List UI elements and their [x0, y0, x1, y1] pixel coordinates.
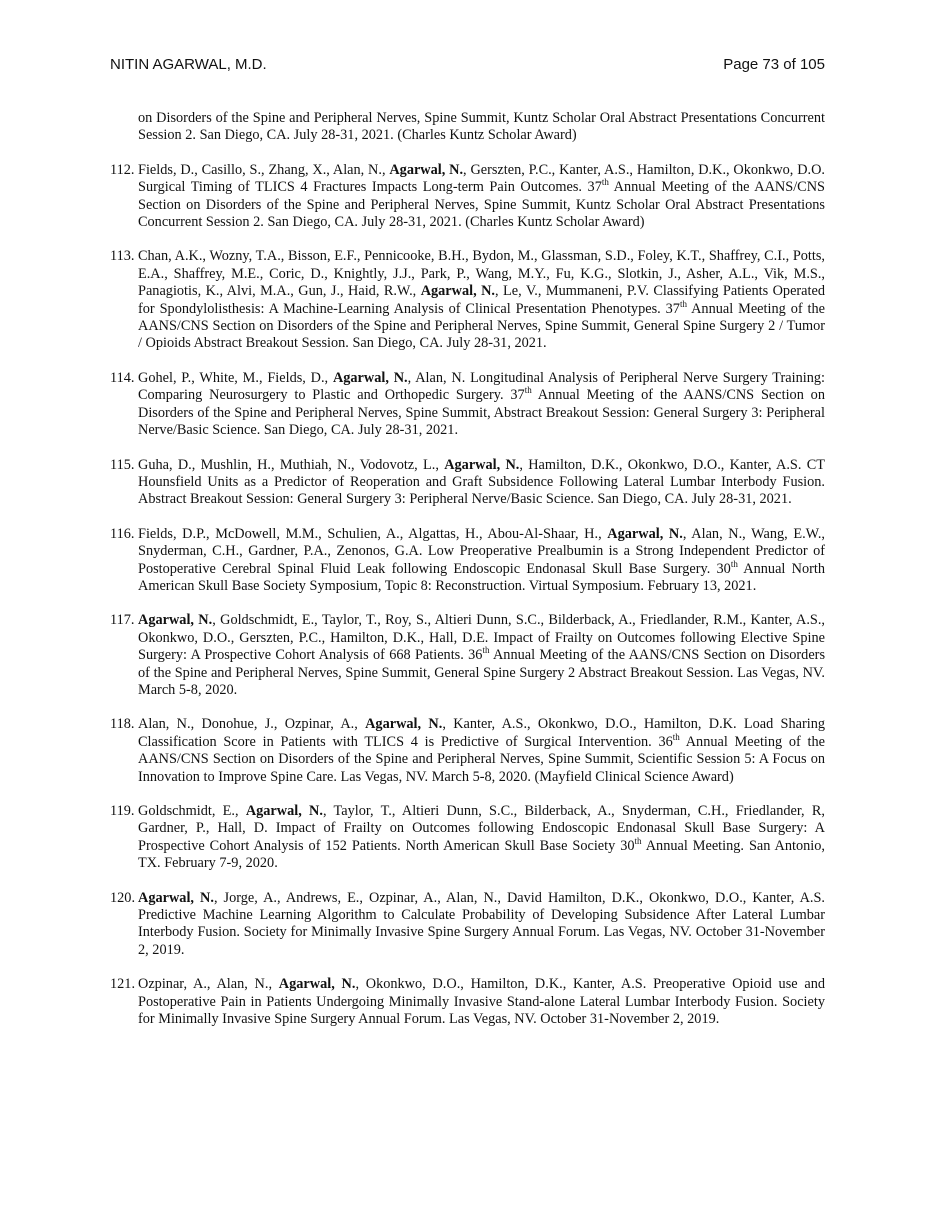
author-highlight: Agarwal, N. — [607, 525, 683, 542]
reference-entry — [110, 110, 825, 145]
reference-text: , Alan, N. Longitudinal Analysis of Peripheral Nerve Surgery Training: Comparing Neurosurgery to Plastic and Orthopedic Surgery. 37 — [138, 369, 825, 404]
reference-number: 114. — [110, 369, 135, 386]
reference-entry — [110, 526, 825, 596]
reference-entry — [110, 716, 825, 786]
reference-text: , Hamilton, D.K., Okonkwo, D.O., Kanter, A.S. CT Hounsfield Units as a Predictor of Reoperation and Graft Subsidence Following Lateral Lumbar Interbody Fusion. Abstract Breakout Session: General Surgery 3: Peripheral Nerve/Basic Science. San Diego, CA. July 28-31, 2021. — [138, 456, 825, 508]
author-highlight: Agarwal, N. — [389, 161, 464, 178]
author-highlight: Agarwal, N. — [138, 612, 213, 629]
reference-number: 120. — [110, 889, 136, 906]
reference-text: Chan, A.K., Wozny, T.A., Bisson, E.F., Pennicooke, B.H., Bydon, M., Glassman, S.D., Foley, K.T., Shaffrey, C.I., Potts, E.A., Shaffrey, M.E., Coric, D., Knightly, J.J., Park, P., Wang, M.Y., Fu, K.G., Slotkin, J., Asher, A.L., Vik, M.S., Panagiotis, K., Alvi, M.A., Gun, J., Haid, R.W., — [138, 248, 825, 300]
author-highlight: Agarwal, N. — [420, 283, 495, 300]
page-header — [110, 56, 825, 73]
reference-text: , Kanter, A.S., Okonkwo, D.O., Hamilton, D.K. Load Sharing Classification Score in Patients with TLICS 4 is Predictive of Surgical Intervention. 36 — [138, 716, 826, 750]
reference-entry — [110, 370, 825, 440]
ordinal-suffix: th — [524, 385, 532, 396]
author-highlight: Agarwal, N. — [278, 976, 356, 993]
reference-number: 113. — [110, 248, 135, 265]
reference-text: , Gerszten, P.C., Kanter, A.S., Hamilton, D.K., Okonkwo, D.O. Surgical Timing of TLICS 4 Fractures Impacts Long-term Pain Outcomes. 37 — [138, 161, 825, 196]
page-number: Page 73 of 105 — [723, 56, 825, 73]
reference-text: Annual Meeting of the AANS/CNS Section on Disorders of the Spine and Peripheral Nerves, Spine Summit, General Spine Surgery 2 Abstract Breakout Session. Las Vegas, NV. March 5-8, 2020. — [138, 647, 826, 698]
reference-text: Guha, D., Mushlin, H., Muthiah, N., Vodovotz, L., — [138, 456, 445, 473]
author-highlight: Agarwal, N. — [245, 803, 323, 819]
reference-text: Goldschmidt, E., — [138, 803, 246, 819]
author-highlight: Agarwal, N. — [444, 456, 520, 473]
author-highlight: Agarwal, N. — [138, 889, 214, 906]
reference-text: Annual Meeting of the AANS/CNS Section on Disorders of the Spine and Peripheral Nerves, Spine Summit, Scientific Session 5: A Focus on Innovation to Improve Spine Care. Las Vegas, NV. March 5-8, 2020. (Mayfield Clinical Science Award) — [138, 733, 825, 785]
reference-text: , Goldschmidt, E., Taylor, T., Roy, S., Altieri Dunn, S.C., Bilderback, A., Friedlander, R.M., Kanter, A.S., Okonkwo, D.O., Gerszten, P.C., Hamilton, D.K., Hall, D.E. Impact of Frailty on Outcomes following Elective Spine Surgery: A Prospective Cohort Analysis of 668 Patients. 36 — [138, 612, 825, 664]
reference-text: Ozpinar, A., Alan, N., — [138, 976, 279, 993]
reference-text: , Okonkwo, D.O., Hamilton, D.K., Kanter, A.S. Preoperative Opioid use and Postoperative Pain in Patients Undergoing Minimally Invasive Stand-alone Lateral Lumbar Interbody Fusion. Society for Minimally Invasive Spine Surgery Annual Forum. Las Vegas, NV. October 31-November 2, 2019. — [138, 976, 825, 1028]
reference-text: Annual Meeting. San Antonio, TX. February 7-9, 2020. — [138, 837, 825, 872]
ordinal-suffix: th — [601, 177, 609, 188]
ordinal-suffix: th — [679, 298, 687, 309]
reference-number: 117. — [110, 612, 135, 629]
reference-number: 121. — [110, 976, 136, 993]
ordinal-suffix: th — [482, 645, 490, 656]
reference-text: , Le, V., Mummaneni, P.V. Classifying Patients Operated for Spondylolisthesis: A Machine-Learning Analysis of Clinical Presentation Phenotypes. 37 — [138, 283, 825, 317]
reference-text: Fields, D., Casillo, S., Zhang, X., Alan, N., — [138, 161, 390, 178]
reference-number: 119. — [110, 803, 135, 819]
reference-number: 115. — [110, 456, 135, 473]
ordinal-suffix: th — [634, 836, 642, 847]
reference-entry — [110, 803, 825, 873]
reference-text: Alan, N., Donohue, J., Ozpinar, A., — [138, 716, 366, 733]
reference-number: 116. — [110, 525, 135, 542]
reference-text: Annual Meeting of the AANS/CNS Section on Disorders of the Spine and Peripheral Nerves, Spine Summit, General Spine Surgery 2 / Tumor / Opioids Abstract Breakout Session. San Diego, CA. July 28-31, 2021. — [138, 300, 825, 352]
ordinal-suffix: th — [672, 732, 680, 743]
reference-text: Annual Meeting of the AANS/CNS Section on Disorders of the Spine and Peripheral Nerves, Spine Summit, Kuntz Scholar Oral Abstract Presentations Concurrent Session 2. San Diego, CA. July 28-31, 2021. (Charles Kuntz Scholar Award) — [138, 179, 825, 231]
ordinal-suffix: th — [730, 558, 738, 569]
reference-text: , Taylor, T., Altieri Dunn, S.C., Bilderback, A., Snyderman, C.H., Friedlander, R, Gardner, P., Hall, D. Impact of Frailty on Outcomes following Endoscopic Endonasal Skull Base Surgery: A Prospective Cohort Analysis of 152 Patients. North American Skull Base Society 30 — [138, 803, 825, 854]
reference-entry — [110, 976, 825, 1028]
reference-text: Annual North American Skull Base Society Symposium, Topic 8: Reconstruction. Virtual Symposium. February 13, 2021. — [138, 560, 825, 594]
reference-text: Annual Meeting of the AANS/CNS Section on Disorders of the Spine and Peripheral Nerves, Spine Summit, Abstract Breakout Session: General Surgery 3: Peripheral Nerve/Basic Science. San Diego, CA. July 28-31, 2021. — [138, 387, 825, 439]
reference-entry — [110, 248, 825, 352]
author-highlight: Agarwal, N. — [332, 369, 408, 386]
reference-number: 112. — [110, 161, 135, 178]
reference-number: 118. — [110, 716, 135, 733]
reference-text: Gohel, P., White, M., Fields, D., — [138, 369, 333, 386]
reference-list — [110, 110, 825, 1045]
reference-text: , Jorge, A., Andrews, E., Ozpinar, A., Alan, N., David Hamilton, D.K., Okonkwo, D.O., Kanter, A.S. Predictive Machine Learning Algorithm to Calculate Probability of Developing Subsidence After Lateral Lumbar Interbody Fusion. Society for Minimally Invasive Spine Surgery Annual Forum. Las Vegas, NV. October 31-November 2, 2019. — [138, 889, 825, 958]
author-name: NITIN AGARWAL, M.D. — [110, 56, 267, 73]
reference-text: Fields, D.P., McDowell, M.M., Schulien, A., Algattas, H., Abou-Al-Shaar, H., — [138, 525, 608, 542]
author-highlight: Agarwal, N. — [365, 716, 443, 733]
reference-entry — [110, 890, 825, 960]
reference-entry — [110, 612, 825, 699]
reference-text: , Alan, N., Wang, E.W., Snyderman, C.H., Gardner, P.A., Zenonos, G.A. Low Preoperative Prealbumin is a Strong Independent Predictor of Postoperative Cerebral Spinal Fluid Leak following Endoscopic Endonasal Skull Base Surgery. 30 — [138, 525, 825, 577]
reference-entry — [110, 457, 825, 509]
reference-text: on Disorders of the Spine and Peripheral Nerves, Spine Summit, Kuntz Scholar Oral Abstract Presentations Concurrent Session 2. San Diego, CA. July 28-31, 2021. (Charles Kuntz Scholar Award) — [138, 110, 825, 144]
reference-entry — [110, 162, 825, 232]
